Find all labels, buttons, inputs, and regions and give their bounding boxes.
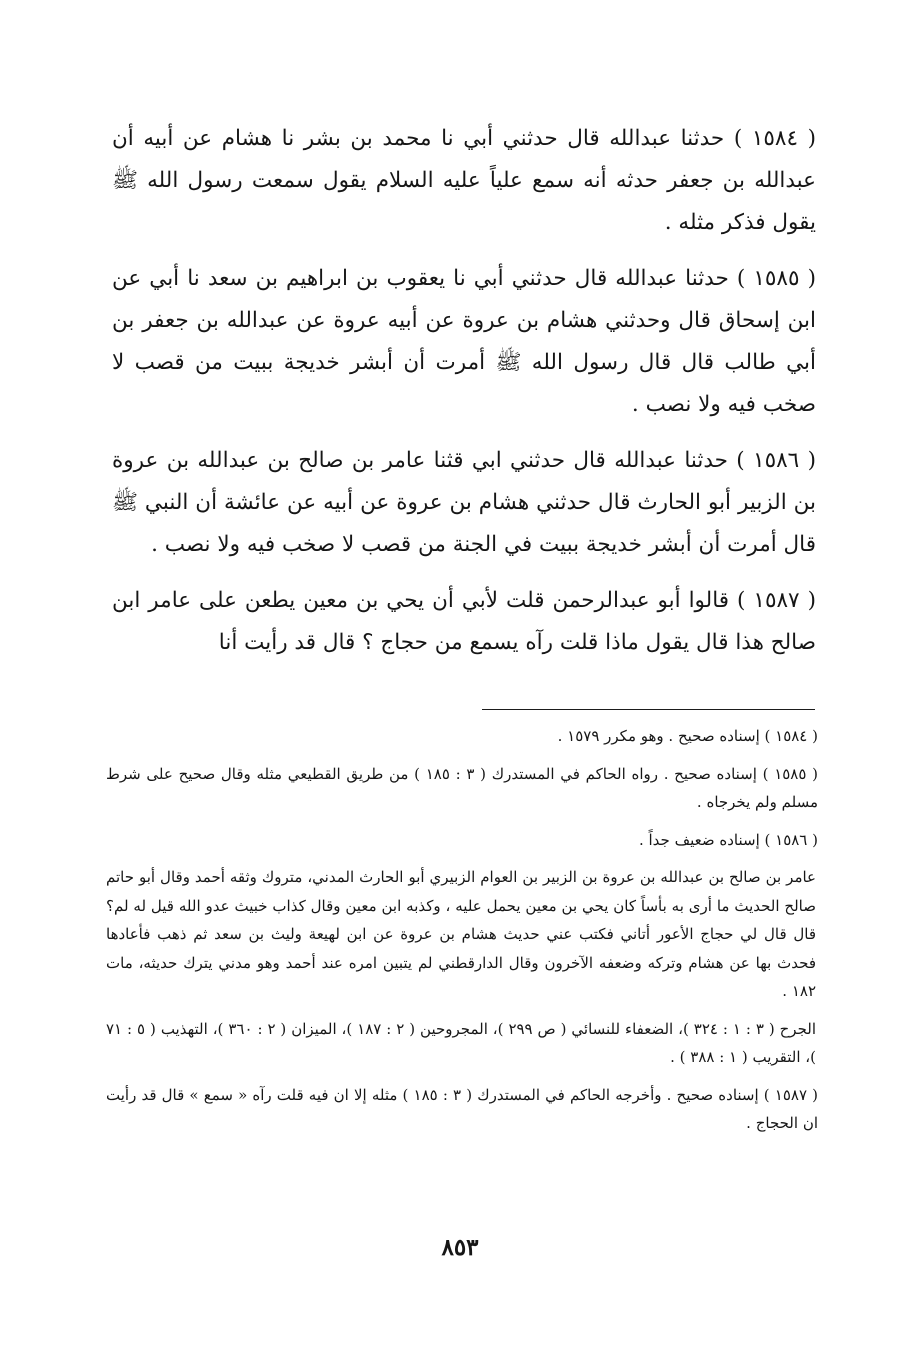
hadith-1586: ( ١٥٨٦ ) حدثنا عبدالله قال حدثني ابي قثنا عامر بن صالح بن عبدالله بن عروة بن الزبير أبو الحارث قال حدثني هشام بن عروة عن أبيه عن عائشة أن النبي ﷺ قال أمرت أن أبشر خديجة ببيت في الجنة من قصب لا صخب فيه ولا نصب . xyxy=(112,448,816,557)
page-number: ٨٥٣ xyxy=(441,1234,479,1261)
footnote-1586-narrator-detail: عامر بن صالح بن عبدالله بن عروة بن الزبير بن العوام الزبيري أبو الحارث المدني، متروك وثقه أحمد وقال أبو حاتم صالح الحديث ما أرى به بأساً كان يحي بن معين يحمل عليه ، وكذبه ابن معين وقال كذاب خبيث عدو الله قيل له لم؟ قال قال لي حجاج الأعور أتاني فكتب عني حديث هشام بن عروة عن ابن لهيعة وليث بن سعد ثم ذهب فأعادها فحدث بها عن هشام وتركه وضعفه الآخرون وقال الدارقطني لم يتبين امره عند أحمد وهو مدني يترك حديثه، مات ١٨٢ . xyxy=(106,868,816,1000)
footnote-1587: ( ١٥٨٧ ) إسناده صحيح . وأخرجه الحاكم في المستدرك ( ٣ : ١٨٥ ) مثله إلا ان فيه قلت رآه « سمع » قال قد رأيت ان الحجاج . xyxy=(106,1085,819,1132)
footnote-1584: ( ١٥٨٤ ) إسناده صحيح . وهو مكرر ١٥٧٩ . xyxy=(557,727,818,745)
footnote-1585: ( ١٥٨٥ ) إسناده صحيح . رواه الحاكم في المستدرك ( ٣ : ١٨٥ ) من طريق القطيعي مثله وقال صحيح على شرط مسلم ولم يخرجاه . xyxy=(106,764,818,811)
footnote-1586-references: الجرح ( ٣ : ١ : ٣٢٤ )، الضعفاء للنسائي ( ص ٢٩٩ )، المجروحين ( ٢ : ١٨٧ )، الميزان ( ٢ : ٣٦٠ )، التهذيب ( ٥ : ٧١ )، التقريب ( ١ : ٣٨٨ ) . xyxy=(106,1019,816,1066)
hadith-1587: ( ١٥٨٧ ) قالوا أبو عبدالرحمن قلت لأبي أن يحي بن معين يطعن على عامر ابن صالح هذا قال يقول ماذا قلت رآه يسمع من حجاج ؟ قال قد رأيت أنا xyxy=(112,588,816,655)
main-text-block xyxy=(112,118,816,678)
hadith-1584: ( ١٥٨٤ ) حدثنا عبدالله قال حدثني أبي نا محمد بن بشر نا هشام عن أبيه أن عبدالله بن جعفر حدثه أنه سمع علياً عليه السلام يقول سمعت رسول الله ﷺ يقول فذكر مثله . xyxy=(112,126,816,235)
footnote-1586: ( ١٥٨٦ ) إسناده ضعيف جداً . xyxy=(638,830,818,849)
footnotes-block xyxy=(106,722,818,1147)
footnote-separator xyxy=(482,709,815,710)
hadith-1585: ( ١٥٨٥ ) حدثنا عبدالله قال حدثني أبي نا يعقوب بن ابراهيم بن سعد نا أبي عن ابن إسحاق قال وحدثني هشام بن عروة عن أبيه عروة عن عبدالله بن جعفر بن أبي طالب قال قال رسول الله ﷺ أمرت أن أبشر خديجة ببيت من قصب لا صخب فيه ولا نصب . xyxy=(112,266,816,417)
